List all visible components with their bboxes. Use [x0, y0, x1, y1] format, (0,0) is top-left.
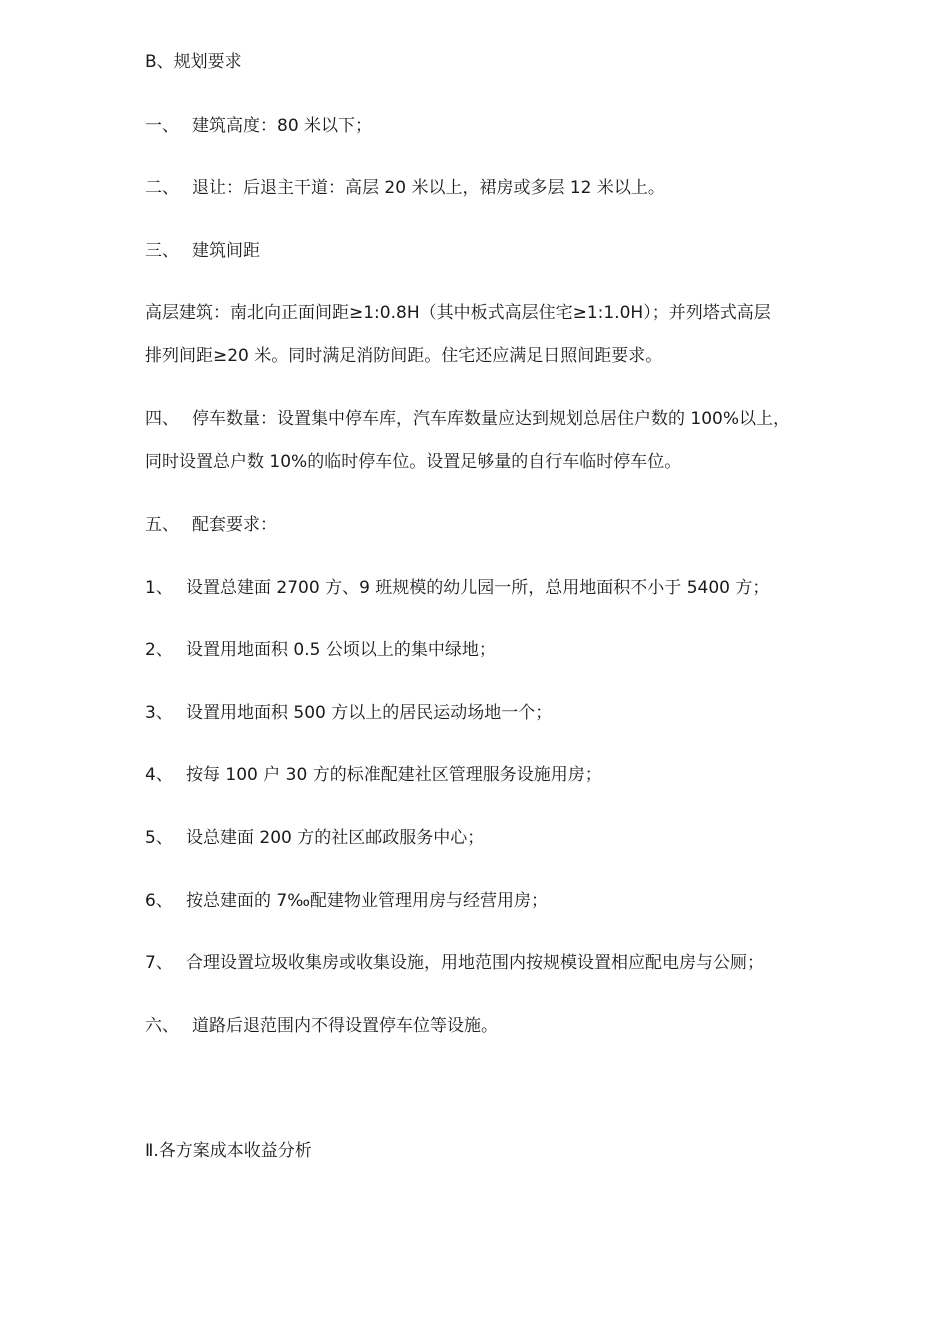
item-marker: 2、: [145, 640, 173, 660]
facility-item-2: [145, 638, 496, 662]
facility-item-3: [145, 701, 552, 725]
item-marker: 二、: [145, 178, 179, 198]
item-marker: 1、: [145, 578, 173, 598]
requirement-item-5: [145, 513, 277, 537]
section-ii-title: Ⅱ.各方案成本收益分析: [145, 1141, 312, 1161]
item-marker: 三、: [145, 241, 179, 261]
item-text: 建筑高度：80 米以下；: [192, 116, 373, 136]
item-text: 配套要求：: [192, 515, 277, 535]
item-marker: 7、: [145, 953, 173, 973]
item-text: 停车数量：设置集中停车库，汽车库数量应达到规划总居住户数的 100%以上，: [192, 409, 791, 429]
requirement-item-6: [145, 1014, 498, 1038]
item-marker: 6、: [145, 891, 173, 911]
item-marker: 3、: [145, 703, 173, 723]
item-text: 退让：后退主干道：高层 20 米以上，裙房或多层 12 米以上。: [192, 178, 665, 198]
item-text: 建筑间距: [192, 241, 260, 261]
item-text: 道路后退范围内不得设置停车位等设施。: [192, 1016, 498, 1036]
requirement-item-4: [145, 407, 790, 431]
facility-item-7: [145, 951, 764, 975]
item-marker: 五、: [145, 515, 179, 535]
item-marker: 5、: [145, 828, 173, 848]
section-b-title: B、规划要求: [145, 52, 242, 72]
item-text: 设置用地面积 0.5 公顷以上的集中绿地；: [186, 640, 496, 660]
item-marker: 一、: [145, 116, 179, 136]
requirement-item-4-continuation: 同时设置总户数 10%的临时停车位。设置足够量的自行车临时停车位。: [145, 452, 682, 472]
item-text: 设置用地面积 500 方以上的居民运动场地一个；: [186, 703, 553, 723]
requirement-item-3: [145, 239, 260, 263]
item-text: 合理设置垃圾收集房或收集设施，用地范围内按规模设置相应配电房与公厕；: [186, 953, 764, 973]
facility-item-1: [145, 576, 769, 600]
spacing-paragraph-line-1: 高层建筑：南北向正面间距≥1:0.8H（其中板式高层住宅≥1:1.0H）；并列塔式高层: [145, 303, 771, 323]
facility-item-4: [145, 763, 602, 787]
item-text: 按每 100 户 30 方的标准配建社区管理服务设施用房；: [186, 765, 602, 785]
item-text: 设置总建面 2700 方、9 班规模的幼儿园一所，总用地面积不小于 5400 方；: [186, 578, 770, 598]
item-marker: 六、: [145, 1016, 179, 1036]
facility-item-5: [145, 826, 484, 850]
item-text: 按总建面的 7‰配建物业管理用房与经营用房；: [186, 891, 549, 911]
item-marker: 四、: [145, 409, 179, 429]
item-marker: 4、: [145, 765, 173, 785]
requirement-item-2: [145, 176, 665, 200]
item-text: 设总建面 200 方的社区邮政服务中心；: [186, 828, 485, 848]
requirement-item-1: [145, 114, 372, 138]
facility-item-6: [145, 889, 548, 913]
spacing-paragraph-line-2: 排列间距≥20 米。同时满足消防间距。住宅还应满足日照间距要求。: [145, 346, 663, 366]
